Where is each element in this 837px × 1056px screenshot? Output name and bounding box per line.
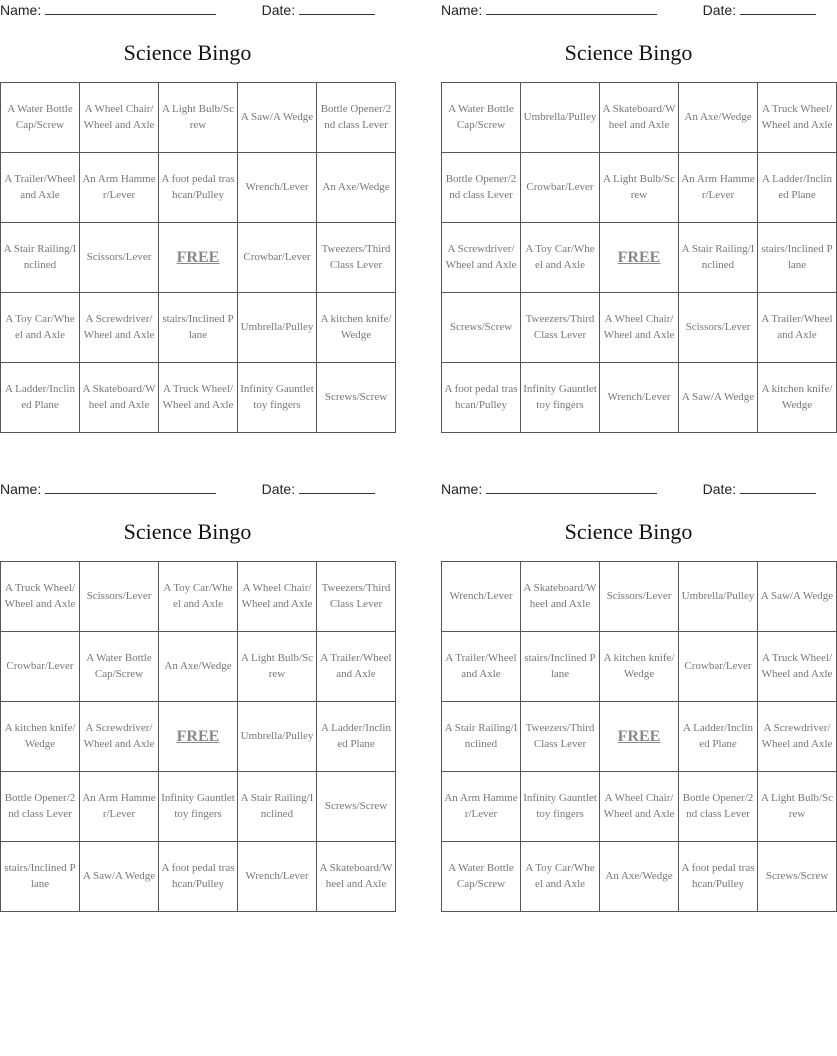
bingo-cell[interactable]: A kitchen knife/Wedge: [600, 632, 679, 702]
bingo-cell[interactable]: stairs/Inclined Plane: [758, 223, 837, 293]
bingo-cell[interactable]: stairs/Inclined Plane: [1, 842, 80, 912]
bingo-row: [1, 842, 396, 912]
bingo-cell[interactable]: A Screwdriver/Wheel and Axle: [80, 293, 159, 363]
name-blank-line[interactable]: [45, 481, 216, 494]
card-title: Science Bingo: [564, 519, 693, 544]
bingo-row: [442, 293, 837, 363]
bingo-cell[interactable]: An Arm Hammer/Lever: [80, 153, 159, 223]
bingo-cell[interactable]: A Toy Car/Wheel and Axle: [521, 842, 600, 912]
bingo-cell[interactable]: A Truck Wheel/Wheel and Axle: [1, 562, 80, 632]
bingo-cell[interactable]: A Saw/A Wedge: [238, 83, 317, 153]
bingo-cell[interactable]: Scissors/Lever: [679, 293, 758, 363]
bingo-cell[interactable]: Infinity Gauntlet toy fingers: [159, 772, 238, 842]
date-field[interactable]: [262, 481, 375, 497]
bingo-grid: [441, 82, 837, 433]
bingo-cell[interactable]: A Wheel Chair/Wheel and Axle: [80, 83, 159, 153]
bingo-cell[interactable]: A Screwdriver/Wheel and Axle: [442, 223, 521, 293]
bingo-cell[interactable]: stairs/Inclined Plane: [159, 293, 238, 363]
bingo-cell[interactable]: Crowbar/Lever: [238, 223, 317, 293]
date-blank-line[interactable]: [740, 481, 816, 494]
bingo-cell[interactable]: A foot pedal trashcan/Pulley: [442, 363, 521, 433]
bingo-cell[interactable]: An Arm Hammer/Lever: [80, 772, 159, 842]
bingo-cell[interactable]: A Water Bottle Cap/Screw: [80, 632, 159, 702]
date-label: Date:: [702, 2, 737, 18]
date-label: Date:: [261, 481, 296, 497]
bingo-cell[interactable]: A Truck Wheel/Wheel and Axle: [159, 363, 238, 433]
name-label: Name:: [0, 481, 42, 497]
bingo-row: [1, 153, 396, 223]
bingo-cell[interactable]: An Axe/Wedge: [159, 632, 238, 702]
card-header: [441, 481, 816, 499]
bingo-cell[interactable]: A Trailer/Wheel and Axle: [317, 632, 396, 702]
date-blank-line[interactable]: [299, 2, 375, 15]
date-field[interactable]: [262, 2, 375, 18]
bingo-row: [442, 772, 837, 842]
bingo-cell[interactable]: A Skateboard/Wheel and Axle: [600, 83, 679, 153]
bingo-row: [442, 223, 837, 293]
bingo-cell[interactable]: Bottle Opener/2nd class Lever: [317, 83, 396, 153]
bingo-cell[interactable]: A Wheel Chair/Wheel and Axle: [600, 293, 679, 363]
bingo-cell[interactable]: Scissors/Lever: [600, 562, 679, 632]
bingo-row: [442, 83, 837, 153]
bingo-cell[interactable]: A Screwdriver/Wheel and Axle: [80, 702, 159, 772]
bingo-row: [442, 363, 837, 433]
bingo-cell[interactable]: stairs/Inclined Plane: [521, 632, 600, 702]
bingo-cell[interactable]: A Truck Wheel/Wheel and Axle: [758, 83, 837, 153]
bingo-cell[interactable]: Umbrella/Pulley: [679, 562, 758, 632]
bingo-cell[interactable]: A Toy Car/Wheel and Axle: [159, 562, 238, 632]
bingo-row: [1, 702, 396, 772]
bingo-grid: [441, 561, 837, 912]
date-field[interactable]: [703, 481, 816, 497]
card-header: [0, 481, 375, 499]
bingo-cell[interactable]: A Toy Car/Wheel and Axle: [521, 223, 600, 293]
bingo-cell[interactable]: A Stair Railing/Inclined: [238, 772, 317, 842]
bingo-cell[interactable]: Crowbar/Lever: [1, 632, 80, 702]
name-field[interactable]: [441, 2, 657, 18]
bingo-row: [1, 772, 396, 842]
name-label: Name:: [441, 2, 483, 18]
bingo-grid: [0, 82, 396, 433]
bingo-cell[interactable]: A Ladder/Inclined Plane: [758, 153, 837, 223]
bingo-cell[interactable]: Crowbar/Lever: [679, 632, 758, 702]
bingo-row: [442, 842, 837, 912]
card-header: [0, 2, 375, 20]
bingo-cell[interactable]: Infinity Gauntlet toy fingers: [521, 772, 600, 842]
card-title: Science Bingo: [123, 40, 252, 65]
date-blank-line[interactable]: [299, 481, 375, 494]
bingo-cell[interactable]: Wrench/Lever: [600, 363, 679, 433]
bingo-row: [442, 153, 837, 223]
bingo-cell[interactable]: Umbrella/Pulley: [521, 83, 600, 153]
bingo-cell[interactable]: A Stair Railing/Inclined: [679, 223, 758, 293]
bingo-cell[interactable]: A Screwdriver/Wheel and Axle: [758, 702, 837, 772]
bingo-row: [1, 632, 396, 702]
bingo-row: [1, 223, 396, 293]
bingo-cell[interactable]: Scissors/Lever: [80, 223, 159, 293]
name-label: Name:: [0, 2, 42, 18]
card-title: Science Bingo: [123, 519, 252, 544]
bingo-cell[interactable]: An Axe/Wedge: [600, 842, 679, 912]
bingo-cell[interactable]: A foot pedal trashcan/Pulley: [679, 842, 758, 912]
bingo-cell[interactable]: Crowbar/Lever: [521, 153, 600, 223]
bingo-cell[interactable]: A Light Bulb/Screw: [758, 772, 837, 842]
bingo-cell[interactable]: An Axe/Wedge: [317, 153, 396, 223]
card-header: [441, 2, 816, 20]
bingo-cell[interactable]: A Skateboard/Wheel and Axle: [317, 842, 396, 912]
bingo-cell[interactable]: A Wheel Chair/Wheel and Axle: [600, 772, 679, 842]
bingo-row: [1, 83, 396, 153]
bingo-cell[interactable]: A Trailer/Wheel and Axle: [758, 293, 837, 363]
bingo-grid: [0, 561, 396, 912]
bingo-cell[interactable]: A kitchen knife/Wedge: [317, 293, 396, 363]
bingo-row: [1, 293, 396, 363]
bingo-cell[interactable]: Screws/Screw: [317, 363, 396, 433]
name-blank-line[interactable]: [486, 2, 657, 15]
bingo-cell[interactable]: Tweezers/Third Class Lever: [521, 702, 600, 772]
date-blank-line[interactable]: [740, 2, 816, 15]
bingo-cell[interactable]: Bottle Opener/2nd class Lever: [442, 153, 521, 223]
bingo-cell[interactable]: A Stair Railing/Inclined: [1, 223, 80, 293]
bingo-row: [1, 363, 396, 433]
bingo-cell[interactable]: Wrench/Lever: [442, 562, 521, 632]
name-blank-line[interactable]: [486, 481, 657, 494]
bingo-cell[interactable]: Infinity Gauntlet toy fingers: [238, 363, 317, 433]
bingo-cell[interactable]: A Saw/A Wedge: [758, 562, 837, 632]
bingo-cell[interactable]: A Water Bottle Cap/Screw: [442, 83, 521, 153]
bingo-row: [1, 562, 396, 632]
bingo-cell[interactable]: A Toy Car/Wheel and Axle: [1, 293, 80, 363]
bingo-cell[interactable]: A Trailer/Wheel and Axle: [442, 632, 521, 702]
name-blank-line[interactable]: [45, 2, 216, 15]
bingo-cell[interactable]: A Saw/A Wedge: [80, 842, 159, 912]
bingo-cell[interactable]: Umbrella/Pulley: [238, 702, 317, 772]
bingo-cell[interactable]: A Trailer/Wheel and Axle: [1, 153, 80, 223]
bingo-cell[interactable]: A foot pedal trashcan/Pulley: [159, 842, 238, 912]
bingo-cell[interactable]: A kitchen knife/Wedge: [758, 363, 837, 433]
free-space[interactable]: FREE: [159, 702, 238, 772]
bingo-cell[interactable]: A Saw/A Wedge: [679, 363, 758, 433]
bingo-cell[interactable]: An Arm Hammer/Lever: [442, 772, 521, 842]
bingo-cell[interactable]: A Light Bulb/Screw: [600, 153, 679, 223]
free-space[interactable]: FREE: [600, 702, 679, 772]
bingo-row: [442, 702, 837, 772]
bingo-cell[interactable]: A foot pedal trashcan/Pulley: [159, 153, 238, 223]
date-field[interactable]: [703, 2, 816, 18]
bingo-cell[interactable]: A Skateboard/Wheel and Axle: [80, 363, 159, 433]
bingo-cell[interactable]: Bottle Opener/2nd class Lever: [679, 772, 758, 842]
bingo-cell[interactable]: A Light Bulb/Screw: [159, 83, 238, 153]
bingo-row: [442, 562, 837, 632]
bingo-cell[interactable]: Tweezers/Third Class Lever: [317, 562, 396, 632]
name-field[interactable]: [0, 2, 216, 18]
bingo-cell[interactable]: Tweezers/Third Class Lever: [317, 223, 396, 293]
date-label: Date:: [702, 481, 737, 497]
bingo-cell[interactable]: A Light Bulb/Screw: [238, 632, 317, 702]
bingo-cell[interactable]: Scissors/Lever: [80, 562, 159, 632]
bingo-row: [442, 632, 837, 702]
bingo-cell[interactable]: Screws/Screw: [758, 842, 837, 912]
bingo-cell[interactable]: Bottle Opener/2nd class Lever: [1, 772, 80, 842]
bingo-cell[interactable]: Tweezers/Third Class Lever: [521, 293, 600, 363]
bingo-cell[interactable]: An Arm Hammer/Lever: [679, 153, 758, 223]
card-title: Science Bingo: [564, 40, 693, 65]
bingo-cell[interactable]: A Wheel Chair/Wheel and Axle: [238, 562, 317, 632]
bingo-cell[interactable]: Wrench/Lever: [238, 842, 317, 912]
bingo-cell[interactable]: A Truck Wheel/Wheel and Axle: [758, 632, 837, 702]
bingo-cell[interactable]: Screws/Screw: [317, 772, 396, 842]
bingo-cell[interactable]: A Water Bottle Cap/Screw: [1, 83, 80, 153]
bingo-cell[interactable]: A kitchen knife/Wedge: [1, 702, 80, 772]
bingo-cell[interactable]: A Skateboard/Wheel and Axle: [521, 562, 600, 632]
bingo-cell[interactable]: An Axe/Wedge: [679, 83, 758, 153]
bingo-cell[interactable]: Infinity Gauntlet toy fingers: [521, 363, 600, 433]
bingo-cell[interactable]: A Ladder/Inclined Plane: [679, 702, 758, 772]
bingo-cell[interactable]: Umbrella/Pulley: [238, 293, 317, 363]
name-label: Name:: [441, 481, 483, 497]
bingo-cell[interactable]: A Stair Railing/Inclined: [442, 702, 521, 772]
bingo-cell[interactable]: Screws/Screw: [442, 293, 521, 363]
bingo-cell[interactable]: A Ladder/Inclined Plane: [317, 702, 396, 772]
bingo-cell[interactable]: A Ladder/Inclined Plane: [1, 363, 80, 433]
bingo-cell[interactable]: A Water Bottle Cap/Screw: [442, 842, 521, 912]
bingo-cell[interactable]: Wrench/Lever: [238, 153, 317, 223]
free-space[interactable]: FREE: [159, 223, 238, 293]
free-space[interactable]: FREE: [600, 223, 679, 293]
date-label: Date:: [261, 2, 296, 18]
name-field[interactable]: [0, 481, 216, 497]
name-field[interactable]: [441, 481, 657, 497]
